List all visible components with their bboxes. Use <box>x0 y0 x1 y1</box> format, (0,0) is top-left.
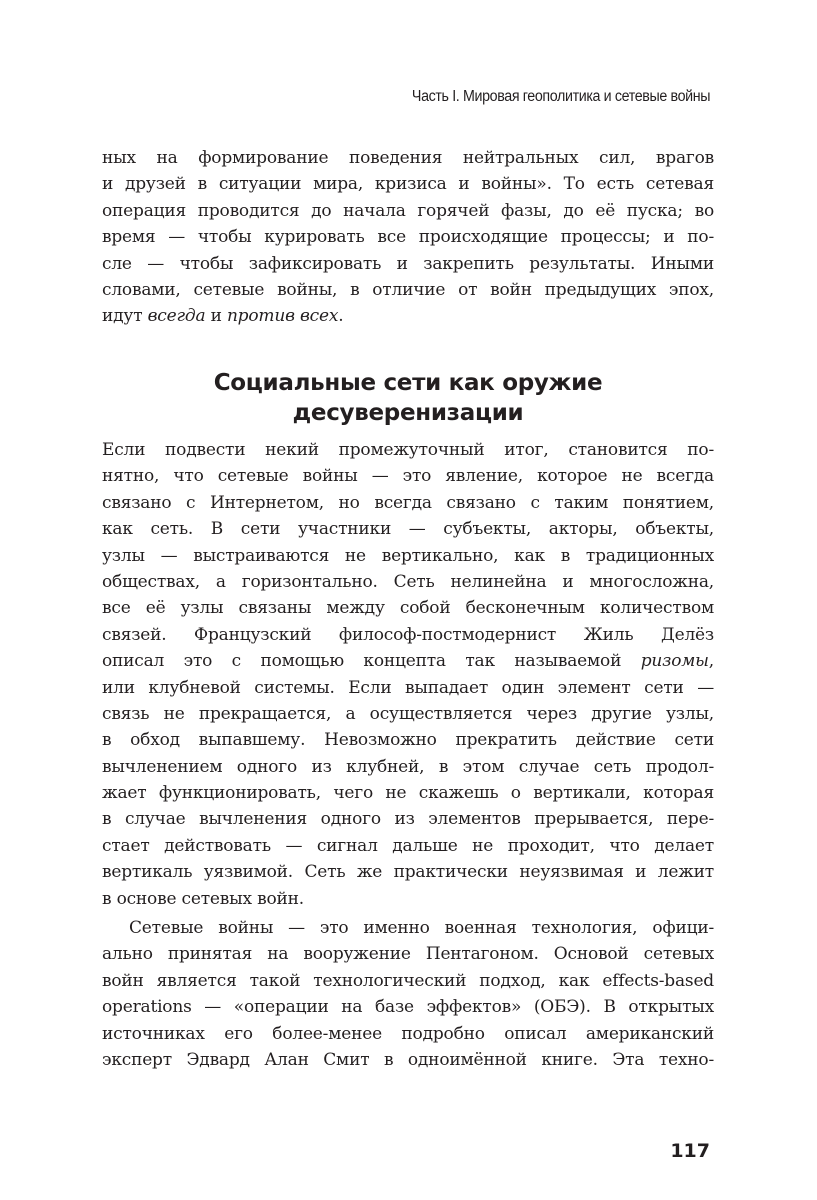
text-line: время — чтобы курировать все происходящие процессы; и по- <box>102 227 714 248</box>
text-line: эксперт Эдвард Алан Смит в одноимённой книге. Эта техно- <box>102 1049 714 1070</box>
text-line: ных на формирование поведения нейтральных сил, врагов <box>102 148 714 168</box>
page-number: 117 <box>670 1140 710 1162</box>
text-line: в обход выпавшему. Невозможно прекратить действие сети <box>102 730 714 751</box>
text-line: вычленением одного из клубней, в этом случае сеть продол- <box>102 756 714 777</box>
text-line: связь не прекращается, а осуществляется через другие узлы, <box>102 703 714 724</box>
text-line: жает функционировать, чего не скажешь о вертикали, которая <box>102 783 714 804</box>
text-line: в случае вычленения одного из элементов прерывается, пере- <box>102 809 714 830</box>
text-line <box>102 648 714 674</box>
text-line: Сетевые войны — это именно военная технология, офици- <box>129 918 714 938</box>
paragraph-networks <box>102 437 714 912</box>
text-line: узлы — выстраиваются не вертикально, как в традиционных <box>102 545 714 566</box>
text-line: operations — «операции на базе эффектов» (ОБЭ). В открытых <box>102 997 714 1018</box>
text-run: описал это с помощью концепта так называемой <box>102 651 641 672</box>
text-line: ально принятая на вооружение Пентагоном. Основой сетевых <box>102 944 714 965</box>
section-heading-line: десуверенизации <box>292 400 524 426</box>
text-run: , <box>708 651 714 672</box>
paragraph-continued <box>102 145 714 330</box>
italic-term-rhizome: ризомы <box>640 651 709 672</box>
italic-term-against-all: против всех <box>226 306 339 327</box>
text-line: источниках его более-менее подробно описал американский <box>102 1023 714 1044</box>
text-line: и друзей в ситуации мира, кризиса и войны». То есть сетевая <box>102 174 714 195</box>
running-head: Часть I. Мировая геополитика и сетевые войны <box>411 88 710 105</box>
text-line: операция проводится до начала горячей фазы, до её пуска; во <box>102 200 714 221</box>
section-heading-line: Социальные сети как оружие <box>213 370 603 396</box>
text-line: все её узлы связаны между собой бесконечным количеством <box>102 598 714 619</box>
text-run: идут <box>102 306 148 327</box>
text-line: как сеть. В сети участники — субъекты, акторы, объекты, <box>102 519 714 540</box>
text-line: стает действовать — сигнал дальше не проходит, что делает <box>102 835 714 856</box>
text-run: . <box>338 306 344 327</box>
text-run: и <box>205 306 227 327</box>
text-line: связано с Интернетом, но всегда связано с таким понятием, <box>102 492 714 513</box>
text-line: словами, сетевые войны, в отличие от войн предыдущих эпох, <box>102 279 714 300</box>
text-line: связей. Французский философ-постмодернист Жиль Делёз <box>102 624 714 645</box>
italic-term-always: всегда <box>147 306 206 327</box>
text-line: сле — чтобы зафиксировать и закрепить результаты. Иными <box>102 253 714 274</box>
text-line: вертикаль уязвимой. Сеть же практически неуязвимая и лежит <box>102 862 714 883</box>
text-line: или клубневой системы. Если выпадает один элемент сети — <box>102 677 714 698</box>
text-line: нятно, что сетевые войны — это явление, которое не всегда <box>102 466 714 487</box>
text-line: обществах, а горизонтально. Сеть нелинейна и многосложна, <box>102 571 714 592</box>
paragraph-effects-based <box>102 915 714 1073</box>
text-line: войн является такой технологический подход, как effects-based <box>102 970 714 991</box>
text-line <box>102 303 714 329</box>
text-line: в основе сетевых войн. <box>102 888 304 909</box>
section-heading <box>102 368 714 428</box>
text-line: Если подвести некий промежуточный итог, становится по- <box>102 440 714 460</box>
